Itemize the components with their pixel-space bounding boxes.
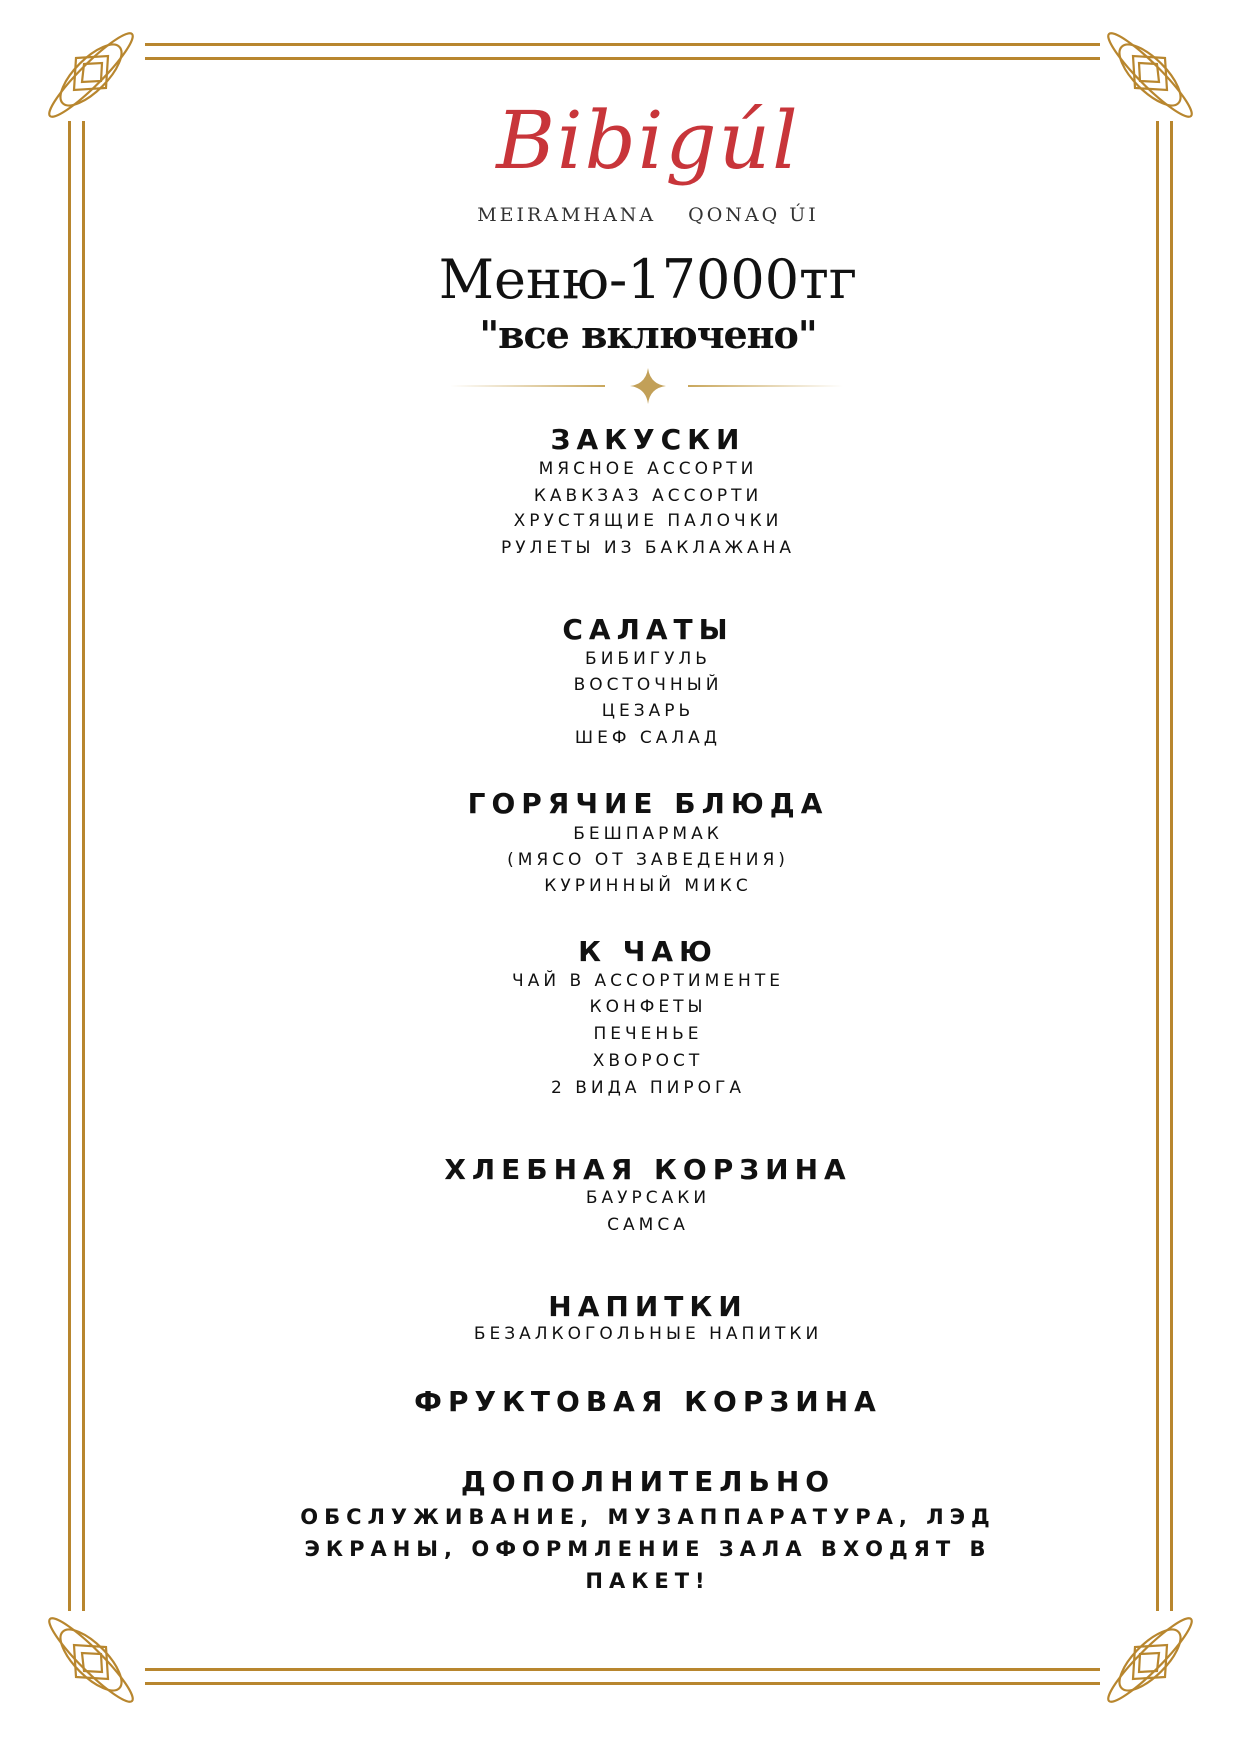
menu-item: БИБИГУЛЬ — [585, 649, 711, 669]
section-heading: ФРУКТОВАЯ КОРЗИНА — [414, 1385, 882, 1418]
section-heading: САЛАТЫ — [562, 613, 734, 646]
logo: Bibigúl — [496, 94, 800, 187]
frame-bottom-inner — [145, 1668, 1100, 1671]
tagline-right: QONAQ ÚI — [688, 204, 819, 226]
tagline-left: MEIRAMHANA — [477, 204, 657, 226]
frame-top-inner — [145, 57, 1100, 60]
page-title: Меню-17000тг — [438, 248, 858, 311]
frame-left-outer — [68, 121, 71, 1611]
menu-item: БЕШПАРМАК — [573, 824, 723, 844]
extra-info-line: ОБСЛУЖИВАНИЕ, МУЗАППАРАТУРА, ЛЭД — [300, 1505, 996, 1529]
frame-right-outer — [1170, 121, 1173, 1611]
menu-item: ЦЕЗАРЬ — [601, 701, 695, 721]
section-heading: ГОРЯЧИЕ БЛЮДА — [467, 787, 829, 820]
extra-info-line: ПАКЕТ! — [585, 1569, 711, 1593]
corner-ornament-icon — [36, 1605, 146, 1715]
menu-item: ЧАЙ В АССОРТИМЕНТЕ — [512, 971, 784, 991]
menu-item: ПЕЧЕНЬЕ — [593, 1024, 703, 1044]
star-divider-icon — [628, 366, 668, 406]
section-heading: ДОПОЛНИТЕЛЬНО — [460, 1465, 836, 1498]
page-subtitle: "все включено" — [479, 312, 817, 357]
menu-item: КОНФЕТЫ — [589, 997, 707, 1017]
menu-item: БЕЗАЛКОГОЛЬНЫЕ НАПИТКИ — [473, 1324, 823, 1344]
menu-item: БАУРСАКИ — [585, 1188, 711, 1208]
menu-item: (МЯСО ОТ ЗАВЕДЕНИЯ) — [507, 850, 789, 870]
menu-item: 2 ВИДА ПИРОГА — [550, 1078, 746, 1098]
section-heading: К ЧАЮ — [578, 935, 718, 968]
menu-item: КУРИННЫЙ МИКС — [544, 876, 752, 896]
menu-item: ХВОРОСТ — [592, 1051, 704, 1071]
section-heading: НАПИТКИ — [548, 1290, 748, 1323]
menu-item: РУЛЕТЫ ИЗ БАКЛАЖАНА — [500, 538, 796, 558]
section-heading: ХЛЕБНАЯ КОРЗИНА — [444, 1153, 852, 1186]
menu-item: САМСА — [607, 1215, 689, 1235]
corner-ornament-icon — [36, 20, 146, 130]
menu-item: ШЕФ САЛАД — [574, 728, 722, 748]
logo-tagline — [148, 204, 1148, 226]
divider-right — [688, 385, 843, 387]
menu-item: МЯСНОЕ АССОРТИ — [538, 459, 758, 479]
frame-top-outer — [145, 43, 1100, 46]
frame-bottom-outer — [145, 1682, 1100, 1685]
corner-ornament-icon — [1095, 1605, 1205, 1715]
menu-item: ВОСТОЧНЫЙ — [573, 675, 723, 695]
divider-left — [450, 385, 605, 387]
menu-item: ХРУСТЯЩИЕ ПАЛОЧКИ — [513, 511, 783, 531]
section-heading: ЗАКУСКИ — [550, 423, 746, 456]
extra-info-line: ЭКРАНЫ, ОФОРМЛЕНИЕ ЗАЛА ВХОДЯТ В — [304, 1537, 992, 1561]
menu-item: КАВКЗАЗ АССОРТИ — [533, 486, 763, 506]
frame-left-inner — [82, 121, 85, 1611]
frame-right-inner — [1156, 121, 1159, 1611]
